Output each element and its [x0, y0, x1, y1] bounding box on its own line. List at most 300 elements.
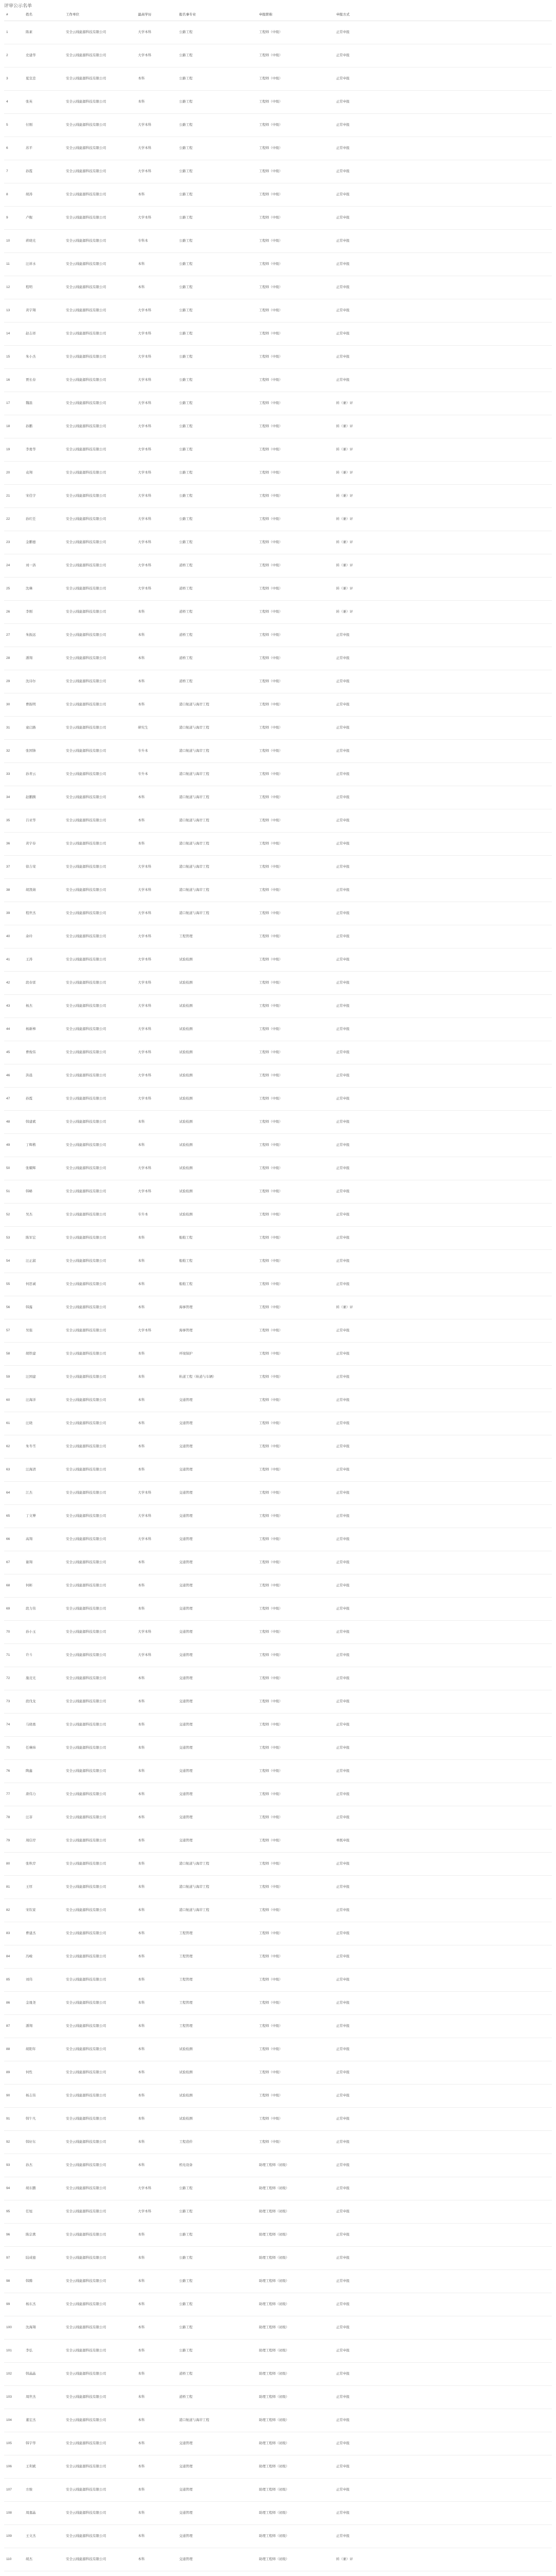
row-title: 助理工程师（初级） [257, 2340, 334, 2363]
row-employer: 安全云线能源科技有限公司 [64, 763, 136, 786]
row-name: 汪菲 [24, 1806, 64, 1829]
row-education: 本科 [136, 1574, 177, 1598]
row-method: 正常申报 [334, 2340, 552, 2363]
row-major: 公路工程 [177, 508, 257, 531]
row-title: 工程师（中级） [257, 1829, 334, 1853]
row-employer: 安全云线能源科技有限公司 [64, 1806, 136, 1829]
row-major: 公路工程 [177, 207, 257, 230]
table-row [4, 693, 552, 717]
row-index: 15 [4, 346, 24, 369]
row-index: 2 [4, 44, 24, 67]
row-major: 港口航道与海岸工程 [177, 902, 257, 925]
row-major: 交通管理 [177, 1667, 257, 1690]
row-major: 公路工程 [177, 323, 257, 346]
row-employer: 安全云线能源科技有限公司 [64, 670, 136, 693]
table-row [4, 137, 552, 160]
row-name: 何思诚 [24, 1273, 64, 1296]
row-education: 大学本科 [136, 438, 177, 462]
row-name: 洪晨 [24, 1064, 64, 1088]
row-education: 本科 [136, 1598, 177, 1621]
table-row [4, 44, 552, 67]
row-name: 孙青云 [24, 763, 64, 786]
row-employer: 安全云线能源科技有限公司 [64, 1969, 136, 1992]
row-education: 本科 [136, 1459, 177, 1482]
row-education: 大学本科 [136, 995, 177, 1018]
row-major: 工程管理 [177, 1945, 257, 1969]
row-education: 本科 [136, 2455, 177, 2479]
row-index: 38 [4, 879, 24, 902]
row-education: 本科 [136, 2502, 177, 2525]
row-education: 本科 [136, 2409, 177, 2432]
row-index: 14 [4, 323, 24, 346]
row-method: 正常申报 [334, 2131, 552, 2154]
table-row [4, 809, 552, 833]
row-major: 公路工程 [177, 2270, 257, 2293]
row-employer: 安全云线能源科技有限公司 [64, 2200, 136, 2224]
row-index: 80 [4, 1853, 24, 1876]
table-row [4, 1412, 552, 1435]
row-method: 正常申报 [334, 2455, 552, 2479]
row-title: 工程师（中级） [257, 601, 334, 624]
row-method: 正常申报 [334, 1922, 552, 1945]
row-method: 正常申报 [334, 2084, 552, 2108]
row-title: 工程师（中级） [257, 462, 334, 485]
row-education: 本科 [136, 1992, 177, 2015]
row-major: 试验检测 [177, 948, 257, 972]
row-title: 工程师（中级） [257, 1551, 334, 1574]
row-education: 本科 [136, 2061, 177, 2084]
row-title: 助理工程师（初级） [257, 2502, 334, 2525]
row-employer: 安全云线能源科技有限公司 [64, 2177, 136, 2200]
table-row [4, 1945, 552, 1969]
table-row [4, 578, 552, 601]
row-title: 助理工程师（初级） [257, 2525, 334, 2548]
table-row [4, 1899, 552, 1922]
row-method: 正常申报 [334, 624, 552, 647]
row-major: 交通管理 [177, 2525, 257, 2548]
row-name: 曹俊伟 [24, 1041, 64, 1064]
row-education: 本科 [136, 2432, 177, 2455]
table-row [4, 2061, 552, 2084]
row-education: 大学本科 [136, 1157, 177, 1180]
row-title: 工程师（中级） [257, 647, 334, 670]
row-method: 正常申报 [334, 276, 552, 299]
row-title: 工程师（中级） [257, 21, 334, 44]
row-method: 正常申报 [334, 879, 552, 902]
row-employer: 安全云线能源科技有限公司 [64, 207, 136, 230]
row-major [177, 2571, 257, 2576]
row-employer: 安全云线能源科技有限公司 [64, 2455, 136, 2479]
row-name: 卢舰 [24, 207, 64, 230]
row-method: 正常申报 [334, 1412, 552, 1435]
row-index: 103 [4, 2386, 24, 2409]
row-major: 公路工程 [177, 183, 257, 207]
row-education: 本科 [136, 1899, 177, 1922]
row-employer: 安全云线能源科技有限公司 [64, 1667, 136, 1690]
row-title: 助理工程师（初级） [257, 2293, 334, 2316]
row-education: 专升本 [136, 1204, 177, 1227]
table-row [4, 1922, 552, 1945]
row-index: 53 [4, 1227, 24, 1250]
row-major: 公路工程 [177, 299, 257, 323]
row-index: 88 [4, 2038, 24, 2061]
row-major: 交通管理 [177, 1412, 257, 1435]
row-education: 大学本科 [136, 578, 177, 601]
row-index: 13 [4, 299, 24, 323]
row-major: 公路工程 [177, 2316, 257, 2340]
row-title: 工程师（中级） [257, 856, 334, 879]
row-name: 童启路 [24, 717, 64, 740]
row-index: 108 [4, 2502, 24, 2525]
row-major: 试验检测 [177, 2108, 257, 2131]
row-title: 工程师（中级） [257, 1899, 334, 1922]
row-index: 95 [4, 2200, 24, 2224]
row-major: 试验检测 [177, 2038, 257, 2061]
row-employer: 安全云线能源科技有限公司 [64, 879, 136, 902]
row-education: 本科 [136, 1945, 177, 1969]
row-name: 袁翔 [24, 462, 64, 485]
row-employer: 安全云线能源科技有限公司 [64, 2224, 136, 2247]
row-method: 正常申报 [334, 1551, 552, 1574]
row-major: 机电设备 [177, 2154, 257, 2177]
table-row [4, 1876, 552, 1899]
row-major: 交通管理 [177, 1574, 257, 1598]
row-title: 助理工程师（初级） [257, 2270, 334, 2293]
table-row [4, 2316, 552, 2340]
row-title: 工程师（中级） [257, 902, 334, 925]
row-name: 谢翔 [24, 1551, 64, 1574]
row-index: 85 [4, 1969, 24, 1992]
row-employer: 安全云线能源科技有限公司 [64, 693, 136, 717]
row-major: 工程管理 [177, 1992, 257, 2015]
table-row [4, 415, 552, 438]
row-employer: 安全云线能源科技有限公司 [64, 1041, 136, 1064]
row-title: 工程师（中级） [257, 972, 334, 995]
row-method: 正常申报 [334, 160, 552, 183]
row-education: 本科 [136, 809, 177, 833]
table-row [4, 1598, 552, 1621]
row-major: 交通管理 [177, 1690, 257, 1714]
table-row [4, 2131, 552, 2154]
row-index: 39 [4, 902, 24, 925]
row-education: 大学本科 [136, 1088, 177, 1111]
row-employer: 安全云线能源科技有限公司 [64, 1690, 136, 1714]
row-employer: 安全云线能源科技有限公司 [64, 1366, 136, 1389]
table-row [4, 2455, 552, 2479]
row-method: 正常申报 [334, 346, 552, 369]
row-index: 52 [4, 1204, 24, 1227]
row-name: 许斗 [24, 1644, 64, 1667]
row-title: 工程师（中级） [257, 1574, 334, 1598]
row-index: 46 [4, 1064, 24, 1088]
table-row [4, 1296, 552, 1319]
row-index: 84 [4, 1945, 24, 1969]
row-method: 正常申报 [334, 786, 552, 809]
row-major: 交通管理 [177, 1459, 257, 1482]
row-index: 6 [4, 137, 24, 160]
row-title [257, 2571, 334, 2576]
row-title: 工程师（中级） [257, 485, 334, 508]
row-method: 正常申报 [334, 1482, 552, 1505]
row-method: 单既申报 [334, 1829, 552, 1853]
row-education: 大学本科 [136, 879, 177, 902]
row-index: 82 [4, 1899, 24, 1922]
row-major: 试验检测 [177, 1111, 257, 1134]
row-employer: 安全云线能源科技有限公司 [64, 856, 136, 879]
row-index: 99 [4, 2293, 24, 2316]
row-name: 沈诗尔 [24, 670, 64, 693]
row-title: 助理工程师（初级） [257, 2200, 334, 2224]
row-index: 70 [4, 1621, 24, 1644]
table-row [4, 972, 552, 995]
row-education: 本科 [136, 2084, 177, 2108]
table-row [4, 624, 552, 647]
table-row [4, 554, 552, 578]
row-name: 段春雷 [24, 972, 64, 995]
table-row [4, 508, 552, 531]
row-education: 本科 [136, 786, 177, 809]
row-index: 74 [4, 1714, 24, 1737]
row-title: 工程师（中级） [257, 1459, 334, 1482]
row-major: 试验检测 [177, 1041, 257, 1064]
row-index: 8 [4, 183, 24, 207]
row-name: 丁文博 [24, 1505, 64, 1528]
table-row [4, 1041, 552, 1064]
table-row [4, 323, 552, 346]
table-row [4, 833, 552, 856]
row-name: 朱振远 [24, 624, 64, 647]
row-name: 曹建杰 [24, 1922, 64, 1945]
row-index: 86 [4, 1992, 24, 2015]
row-education: 本科 [136, 1273, 177, 1296]
row-education: 本科 [136, 2293, 177, 2316]
row-index: 10 [4, 230, 24, 253]
row-education: 本科 [136, 67, 177, 91]
row-method: 正常申报 [334, 1598, 552, 1621]
table-row [4, 2386, 552, 2409]
result-table [4, 9, 552, 2576]
row-major: 公路工程 [177, 531, 257, 554]
table-row [4, 1574, 552, 1598]
row-title: 工程师（中级） [257, 2108, 334, 2131]
row-major: 公路工程 [177, 462, 257, 485]
row-title: 工程师（中级） [257, 114, 334, 137]
row-education: 专升本 [136, 740, 177, 763]
row-education: 专升本 [136, 763, 177, 786]
row-title: 工程师（中级） [257, 624, 334, 647]
row-major: 工程造价 [177, 2131, 257, 2154]
row-title: 工程师（中级） [257, 1018, 334, 1041]
row-major: 交通管理 [177, 2455, 257, 2479]
header-index: # [4, 9, 24, 21]
row-education: 大学本科 [136, 2177, 177, 2200]
row-title: 工程师（中级） [257, 763, 334, 786]
row-employer: 安全云线能源科技有限公司 [64, 1760, 136, 1783]
row-employer: 安全云线能源科技有限公司 [64, 1876, 136, 1899]
row-name: 王厚 [24, 1876, 64, 1899]
row-education: 大学本科 [136, 160, 177, 183]
header-title: 申报职称 [257, 9, 334, 21]
row-education: 本科 [136, 1829, 177, 1853]
row-name: 韩午凡 [24, 2108, 64, 2131]
row-education: 大学本科 [136, 114, 177, 137]
row-education: 大学本科 [136, 369, 177, 392]
header-education: 最高学历 [136, 9, 177, 21]
row-index [4, 2571, 24, 2576]
row-title: 工程师（中级） [257, 786, 334, 809]
row-education: 本科 [136, 833, 177, 856]
row-major: 交通管理 [177, 2502, 257, 2525]
row-education: 本科 [136, 2015, 177, 2038]
row-name: 胡涛 [24, 183, 64, 207]
row-education: 本科 [136, 670, 177, 693]
row-index: 31 [4, 717, 24, 740]
row-major: 道桥工程 [177, 601, 257, 624]
table-row [4, 531, 552, 554]
table-row [4, 925, 552, 948]
row-method: 正常申报 [334, 91, 552, 114]
row-employer: 安全云线能源科技有限公司 [64, 578, 136, 601]
row-index: 97 [4, 2247, 24, 2270]
row-title: 工程师（中级） [257, 137, 334, 160]
row-method: 正常申报 [334, 299, 552, 323]
row-employer: 安全云线能源科技有限公司 [64, 624, 136, 647]
row-education: 本科 [136, 2340, 177, 2363]
row-method: 正常申报 [334, 2502, 552, 2525]
row-index: 56 [4, 1296, 24, 1319]
table-row [4, 2571, 552, 2576]
row-method: 正常申报 [334, 740, 552, 763]
row-major: 港口航道与海岸工程 [177, 1853, 257, 1876]
table-row [4, 1505, 552, 1528]
row-name: 程明 [24, 276, 64, 299]
row-name: 汪海清 [24, 1459, 64, 1482]
row-index: 48 [4, 1111, 24, 1134]
row-method: 正常申报 [334, 2409, 552, 2432]
row-title: 工程师（中级） [257, 1204, 334, 1227]
row-title: 工程师（中级） [257, 1250, 334, 1273]
table-row [4, 299, 552, 323]
table-row [4, 1134, 552, 1157]
row-education: 本科 [136, 1296, 177, 1319]
row-method: 正常申报 [334, 1505, 552, 1528]
row-method: 转（兼）评 [334, 508, 552, 531]
row-employer: 安全云线能源科技有限公司 [64, 2293, 136, 2316]
row-name: 孙霞 [24, 1088, 64, 1111]
row-education: 大学本科 [136, 1528, 177, 1551]
table-row [4, 1644, 552, 1667]
row-name: 何彬 [24, 1574, 64, 1598]
row-name: 汪海洋 [24, 1389, 64, 1412]
table-row [4, 1180, 552, 1204]
row-title: 工程师（中级） [257, 1134, 334, 1157]
table-row [4, 2154, 552, 2177]
row-title: 工程师（中级） [257, 1296, 334, 1319]
row-major: 船舶工程 [177, 1227, 257, 1250]
row-employer: 安全云线能源科技有限公司 [64, 1018, 136, 1041]
row-title: 工程师（中级） [257, 1111, 334, 1134]
row-name: 宋钦家 [24, 1899, 64, 1922]
row-method: 转（兼）评 [334, 392, 552, 415]
row-method: 正常申报 [334, 2247, 552, 2270]
row-major: 交通管理 [177, 1783, 257, 1806]
row-employer: 安全云线能源科技有限公司 [64, 717, 136, 740]
row-method: 正常申报 [334, 1459, 552, 1482]
row-major: 交通管理 [177, 2479, 257, 2502]
row-index: 22 [4, 508, 24, 531]
row-education: 本科 [136, 1551, 177, 1574]
row-index: 106 [4, 2455, 24, 2479]
row-employer: 安全云线能源科技有限公司 [64, 253, 136, 276]
row-name: 陈宗禽 [24, 2224, 64, 2247]
row-name: 金鹏德 [24, 531, 64, 554]
row-name: 胡东鹏 [24, 2177, 64, 2200]
row-education: 大学本科 [136, 323, 177, 346]
row-name: 余玲 [24, 925, 64, 948]
row-method: 正常申报 [334, 1992, 552, 2015]
row-employer: 安全云线能源科技有限公司 [64, 485, 136, 508]
row-title: 助理工程师（初级） [257, 2432, 334, 2455]
row-index: 96 [4, 2224, 24, 2247]
row-title: 工程师（中级） [257, 1853, 334, 1876]
row-title: 工程师（中级） [257, 1992, 334, 2015]
table-row [4, 2340, 552, 2363]
row-name: 王涛 [24, 948, 64, 972]
row-major: 试验检测 [177, 972, 257, 995]
row-employer: 安全云线能源科技有限公司 [64, 2084, 136, 2108]
row-name: 韩晶晶 [24, 2363, 64, 2386]
row-education: 本科 [136, 601, 177, 624]
table-row [4, 1829, 552, 1853]
row-index: 41 [4, 948, 24, 972]
row-employer: 安全云线能源科技有限公司 [64, 160, 136, 183]
row-index: 35 [4, 809, 24, 833]
row-method: 正常申报 [334, 2200, 552, 2224]
row-name: 吴强 [24, 1319, 64, 1343]
row-name: 史建华 [24, 44, 64, 67]
table-row [4, 879, 552, 902]
row-education: 本科 [136, 1250, 177, 1273]
row-major: 道桥工程 [177, 578, 257, 601]
row-name: 马晓勇 [24, 1714, 64, 1737]
table-row [4, 601, 552, 624]
row-employer: 安全云线能源科技有限公司 [64, 2525, 136, 2548]
row-index: 93 [4, 2154, 24, 2177]
row-employer: 安全云线能源科技有限公司 [64, 531, 136, 554]
row-education: 本科 [136, 253, 177, 276]
row-title: 助理工程师（初级） [257, 2177, 334, 2200]
row-education: 本科 [136, 91, 177, 114]
row-method: 正常申报 [334, 2061, 552, 2084]
row-index: 107 [4, 2479, 24, 2502]
row-method: 正常申报 [334, 1969, 552, 1992]
row-name: 韩略 [24, 1180, 64, 1204]
row-education: 大学本科 [136, 44, 177, 67]
row-name: 宋佳宇 [24, 485, 64, 508]
row-employer: 安全云线能源科技有限公司 [64, 1343, 136, 1366]
row-method: 正常申报 [334, 2038, 552, 2061]
row-education: 大学本科 [136, 462, 177, 485]
row-index: 20 [4, 462, 24, 485]
row-major: 交通管理 [177, 1621, 257, 1644]
row-education: 本科 [136, 2479, 177, 2502]
table-row [4, 1760, 552, 1783]
row-index: 27 [4, 624, 24, 647]
row-name: 杨志伟 [24, 2084, 64, 2108]
row-method: 正常申报 [334, 1064, 552, 1088]
row-name: 胡凯婧 [24, 879, 64, 902]
row-major: 交通管理 [177, 1482, 257, 1505]
